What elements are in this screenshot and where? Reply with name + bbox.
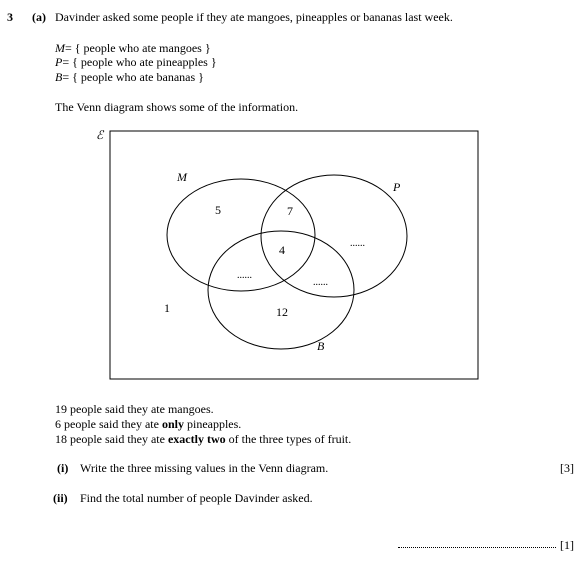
region-all-three: 4 [279,243,285,257]
set-symbol-p: P [55,55,63,69]
region-outside: 1 [164,301,170,315]
region-b-only: 12 [276,305,288,319]
fact-exactly-two-pre: 18 people said they ate [55,432,168,446]
set-definition-m [55,41,211,56]
part-ii-label: (ii) [53,491,68,505]
circle-m [167,179,315,291]
answer-line[interactable] [398,547,556,548]
region-m-and-p: 7 [287,204,293,218]
set-symbol-m: M [55,41,65,55]
fact-exactly-two-bold: exactly two [167,432,226,446]
part-a-label: (a) [32,10,46,24]
region-m-only: 5 [215,203,221,217]
set-def-text-p: = { people who ate pineapples } [62,55,217,69]
fact-pineapples-only: only [161,417,184,431]
part-ii-text: Find the total number of people Davinder asked. [80,491,313,505]
part-i-marks: [3] [560,461,574,475]
circle-p [261,175,407,297]
part-i-text: Write the three missing values in the Venn diagram. [80,461,329,475]
label-m: M [177,170,187,184]
fact-pineapples-post: pineapples. [183,417,242,431]
label-b: B [317,339,325,353]
fact-pineapples [55,417,241,432]
universal-set-box [110,131,478,379]
set-definition-b [55,70,204,85]
question-number: 3 [7,10,13,24]
region-p-and-b: ...... [313,277,328,288]
part-i-label: (i) [57,461,69,475]
fact-pineapples-pre: 6 people said they ate [55,417,162,431]
set-symbol-b: B [55,70,63,84]
universal-set-symbol: ℰ [96,128,104,142]
set-def-text-b: = { people who ate bananas } [62,70,204,84]
set-def-text-m: = { people who ate mangoes } [65,41,211,55]
question-intro: Davinder asked some people if they ate mangoes, pineapples or bananas last week. [55,10,453,24]
fact-mangoes: 19 people said they ate mangoes. [55,402,214,416]
circle-b [208,231,354,349]
fact-exactly-two-post: of the three types of fruit. [225,432,352,446]
region-m-and-b: ...... [237,270,252,281]
label-p: P [393,180,401,194]
part-ii-marks: [1] [560,538,574,552]
fact-exactly-two [55,432,351,447]
set-definition-p [55,55,217,70]
diagram-intro: The Venn diagram shows some of the information. [55,100,299,114]
region-p-only: ...... [350,238,365,249]
